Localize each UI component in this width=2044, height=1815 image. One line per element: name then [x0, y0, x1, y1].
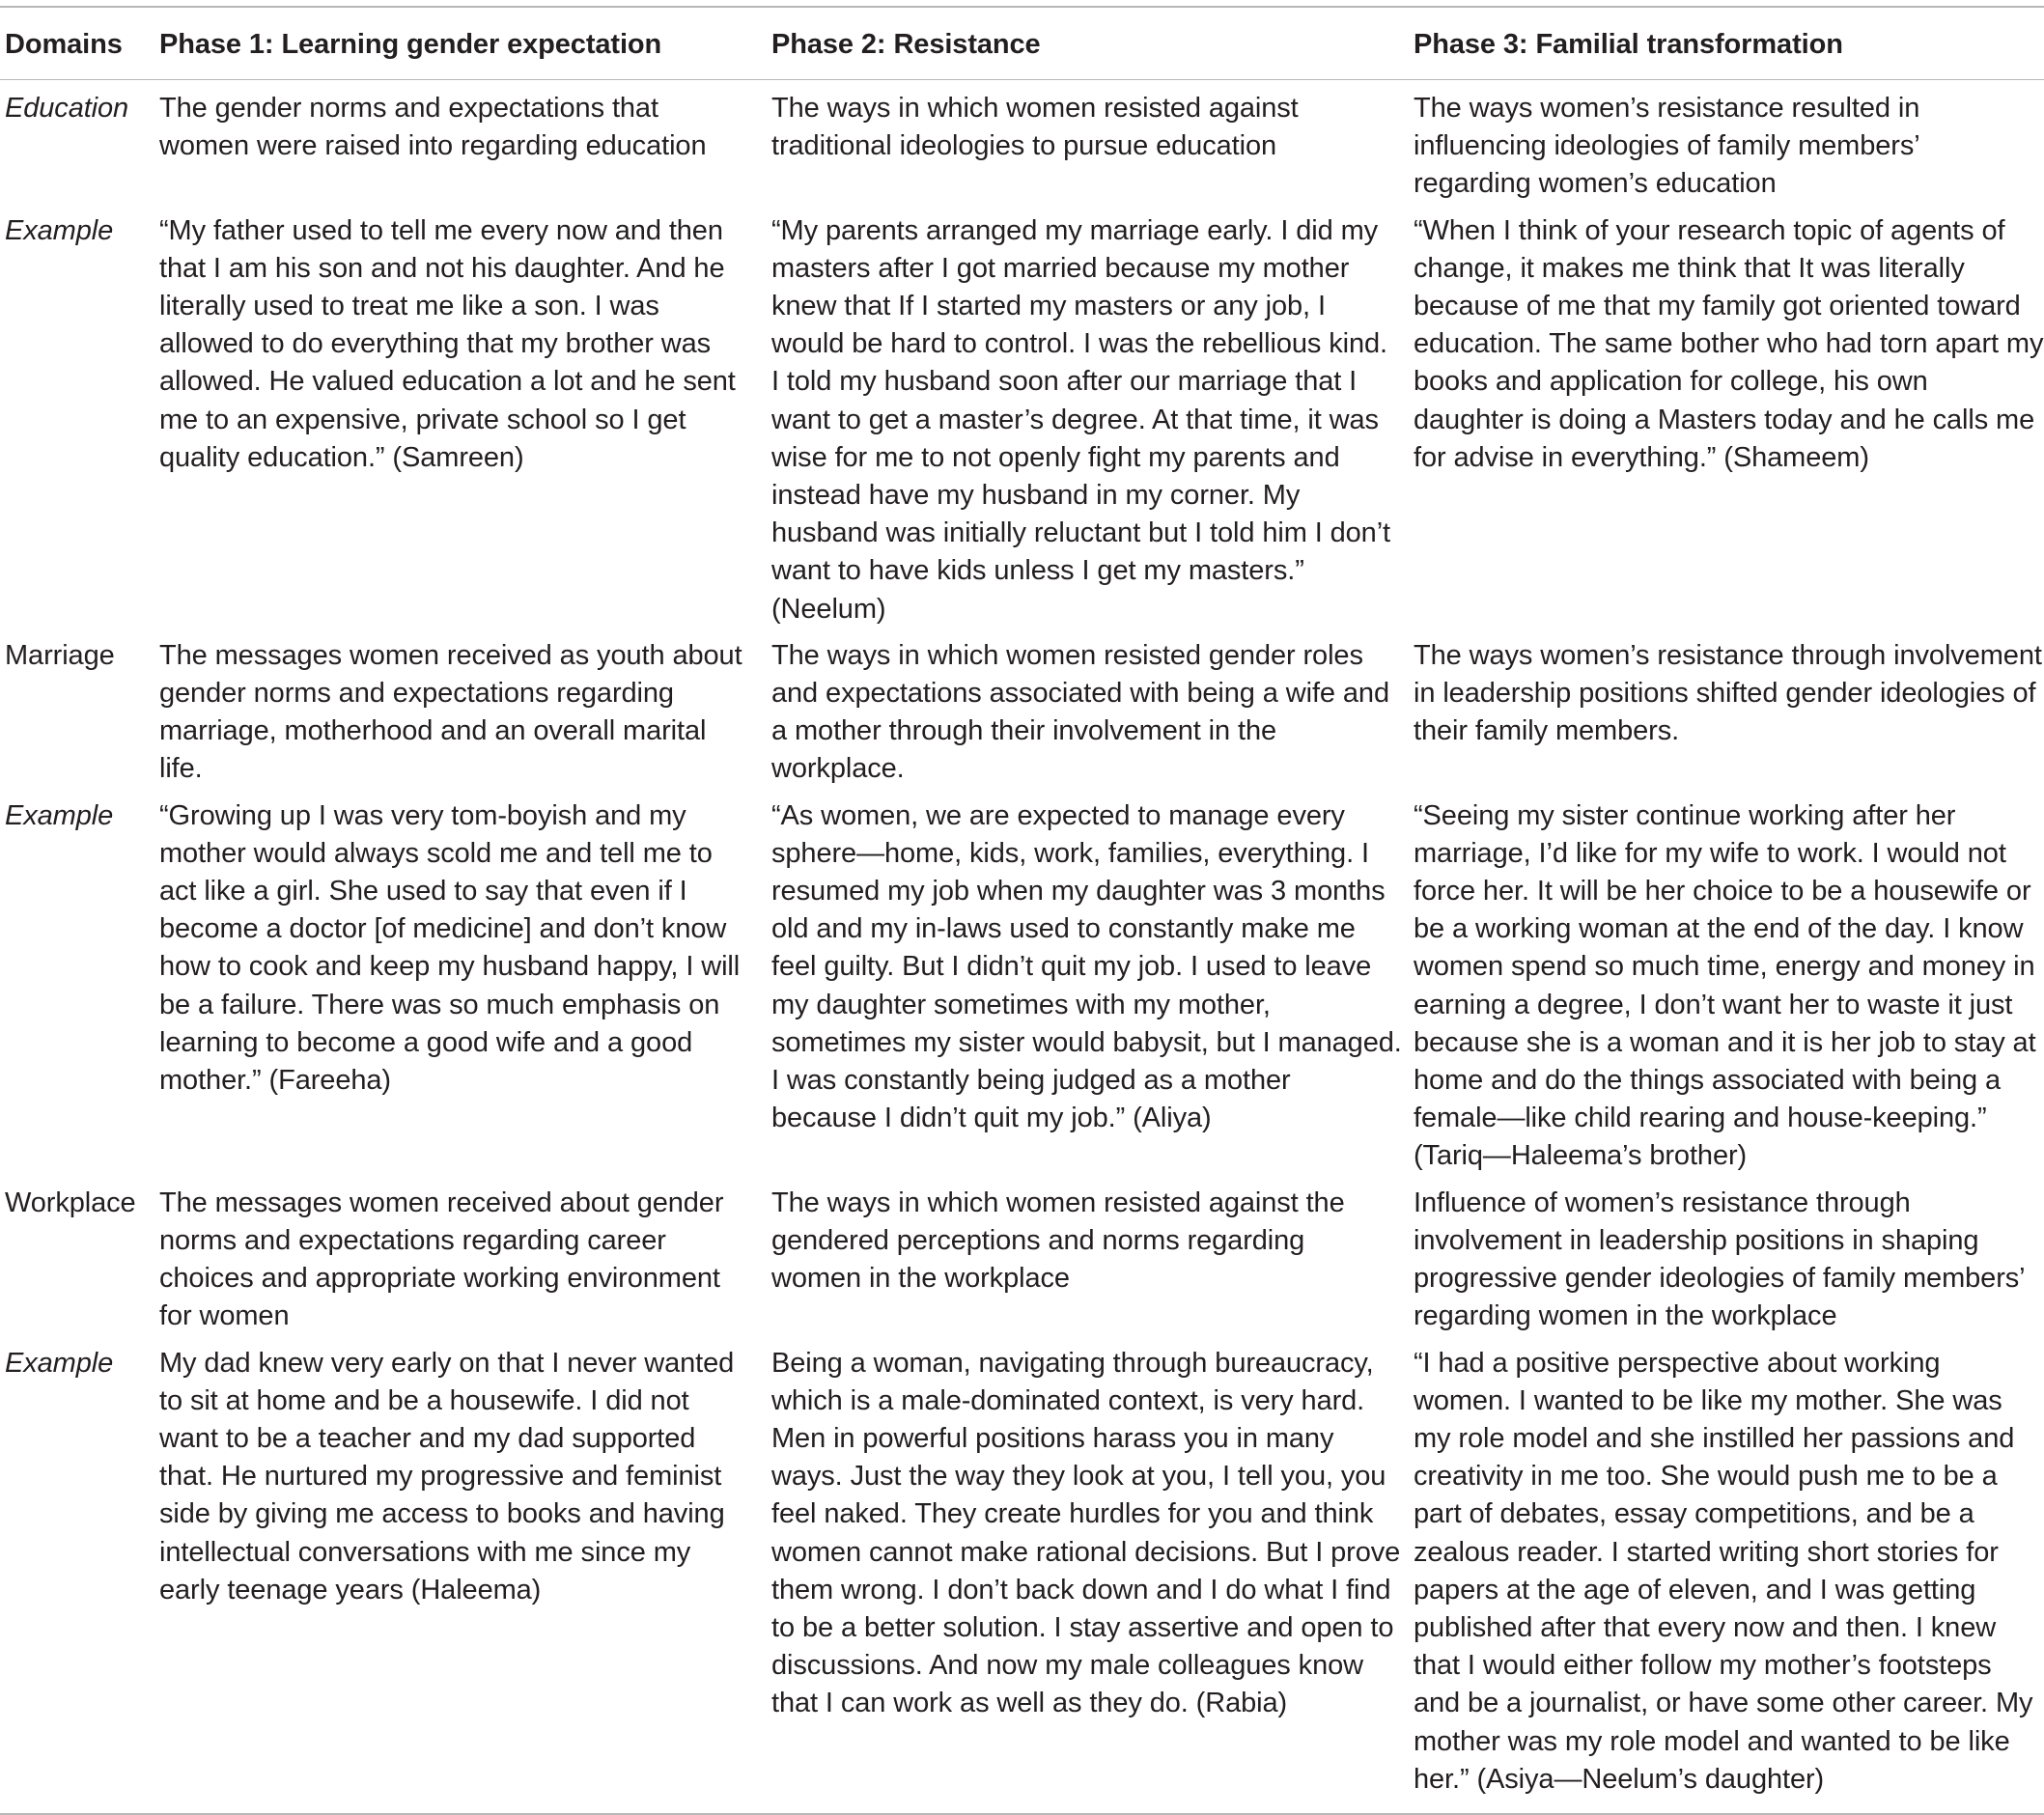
row-phase-1: “My father used to tell me every now and then that I am his son and not his daughter. And he literally used to treat me like a son. I was allowed to do everything that my brother was allowed. He valued education a lot and he sent me to an expensive, private school so I get quality education.” (Samreen)	[159, 214, 736, 473]
table-row	[0, 797, 2044, 1185]
phases-table	[0, 8, 2044, 79]
row-phase-3: “When I think of your research topic of agents of change, it makes me think that It was literally because of me that my family got oriented toward education. The same bother who had torn apart my books and application for college, his own daughter is doing a Masters today and he calls me for advise in everything.” (Shameem)	[1414, 214, 2044, 473]
table-body	[0, 80, 2044, 1807]
header-phase-3: Phase 3: Familial transformation	[1414, 29, 1843, 61]
row-domain: Workplace	[5, 1187, 136, 1218]
row-domain: Example	[5, 799, 114, 831]
table-row	[0, 212, 2044, 637]
row-phase-3: “Seeing my sister continue working after her marriage, I’d like for my wife to work. I would not force her. It will be her choice to be a housewife or be a working woman at the end of the day. I know women spend so much time, energy and money in earning a degree, I don’t want her to waste it just because she is a woman and it is her job to stay at home and do the things associated with being a female—like child rearing and house-keeping.” (Tariq—Haleema’s brother)	[1414, 799, 2036, 1172]
row-domain: Marriage	[5, 639, 115, 671]
row-domain: Example	[5, 1347, 114, 1379]
header-row	[0, 8, 2044, 79]
row-phase-2: The ways in which women resisted against traditional ideologies to pursue education	[771, 93, 1299, 162]
table-row	[0, 1345, 2044, 1807]
header-phase-1: Phase 1: Learning gender expectation	[159, 29, 662, 61]
table-container	[0, 6, 2044, 1815]
table-header	[0, 8, 2044, 79]
row-phase-1: “Growing up I was very tom-boyish and my mother would always scold me and tell me to act like a girl. She used to say that even if I become a doctor [of medicine] and don’t know how to cook and keep my husband happy, I will be a failure. There was so much emphasis on learning to become a good wife and a good mother.” (Fareeha)	[159, 799, 741, 1097]
row-phase-2: The ways in which women resisted gender roles and expectations associated with being a wife and a mother through their involvement in the workplace.	[771, 639, 1389, 785]
row-phase-2: The ways in which women resisted against the gendered perceptions and norms regarding women in the workplace	[771, 1187, 1345, 1295]
table-row	[0, 1185, 2044, 1345]
row-phase-2: Being a woman, navigating through bureaucracy, which is a male-dominated context, is very hard. Men in powerful positions harass you in many ways. Just the way they look at you, I tell you, you feel naked. They create hurdles for you and think women cannot make rational decisions. But I prove them wrong. I don’t back down and I do what I find to be a better solution. I stay assertive and open to discussions. And now my male colleagues know that I can work as well as they do. (Rabia)	[771, 1347, 1401, 1719]
phases-table-body	[0, 80, 2044, 1807]
row-phase-3: Influence of women’s resistance through involvement in leadership positions in shaping progressive gender ideologies of family members’ regarding women in the workplace	[1414, 1187, 2025, 1332]
table-row	[0, 80, 2044, 212]
row-phase-1: The messages women received about gender norms and expectations regarding career choices and appropriate working environment for women	[159, 1187, 724, 1332]
row-phase-1: My dad knew very early on that I never wanted to sit at home and be a housewife. I did not want to be a teacher and my dad supported that. He nurtured my progressive and feminist side by giving me access to books and having intellectual conversations with me since my early teenage years (Haleema)	[159, 1347, 735, 1606]
row-phase-2: “As women, we are expected to manage every sphere—home, kids, work, families, everything. I resumed my job when my daughter was 3 months old and my in-laws used to constantly make me feel guilty. But I didn’t quit my job. I used to leave my daughter sometimes with my mother, sometimes my sister would babysit, but I managed. I was constantly being judged as a mother because I didn’t quit my job.” (Aliya)	[771, 799, 1402, 1134]
table-row	[0, 637, 2044, 797]
row-phase-3: The ways women’s resistance through involvement in leadership positions shifted gender ideologies of their family members.	[1414, 639, 2042, 747]
row-domain: Example	[5, 214, 114, 246]
row-phase-3: The ways women’s resistance resulted in influencing ideologies of family members’ regarding women’s education	[1414, 93, 1920, 200]
row-phase-2: “My parents arranged my marriage early. I did my masters after I got married because my mother knew that If I started my masters or any job, I would be hard to control. I was the rebellious kind. I told my husband soon after our marriage that I want to get a master’s degree. At that time, it was wise for me to not openly fight my parents and instead have my husband in my corner. My husband was initially reluctant but I told him I don’t want to have kids unless I get my masters.” (Neelum)	[771, 214, 1391, 625]
row-phase-3: “I had a positive perspective about working women. I wanted to be like my mother. She was my role model and she instilled her passions and creativity in me too. She would push me to be a part of debates, essay competitions, and be a zealous reader. I started writing short stories for papers at the age of eleven, and I was getting published after that every now and then. I knew that I would either follow my mother’s footsteps and be a journalist, or have some other career. My mother was my role model and wanted to be like her.” (Asiya—Neelum’s daughter)	[1414, 1347, 2033, 1795]
header-domains: Domains	[5, 29, 123, 61]
row-domain: Education	[5, 93, 129, 124]
header-phase-2: Phase 2: Resistance	[771, 29, 1041, 61]
row-phase-1: The gender norms and expectations that women were raised into regarding education	[159, 93, 707, 162]
row-phase-1: The messages women received as youth about gender norms and expectations regarding marriage, motherhood and an overall marital life.	[159, 639, 742, 785]
